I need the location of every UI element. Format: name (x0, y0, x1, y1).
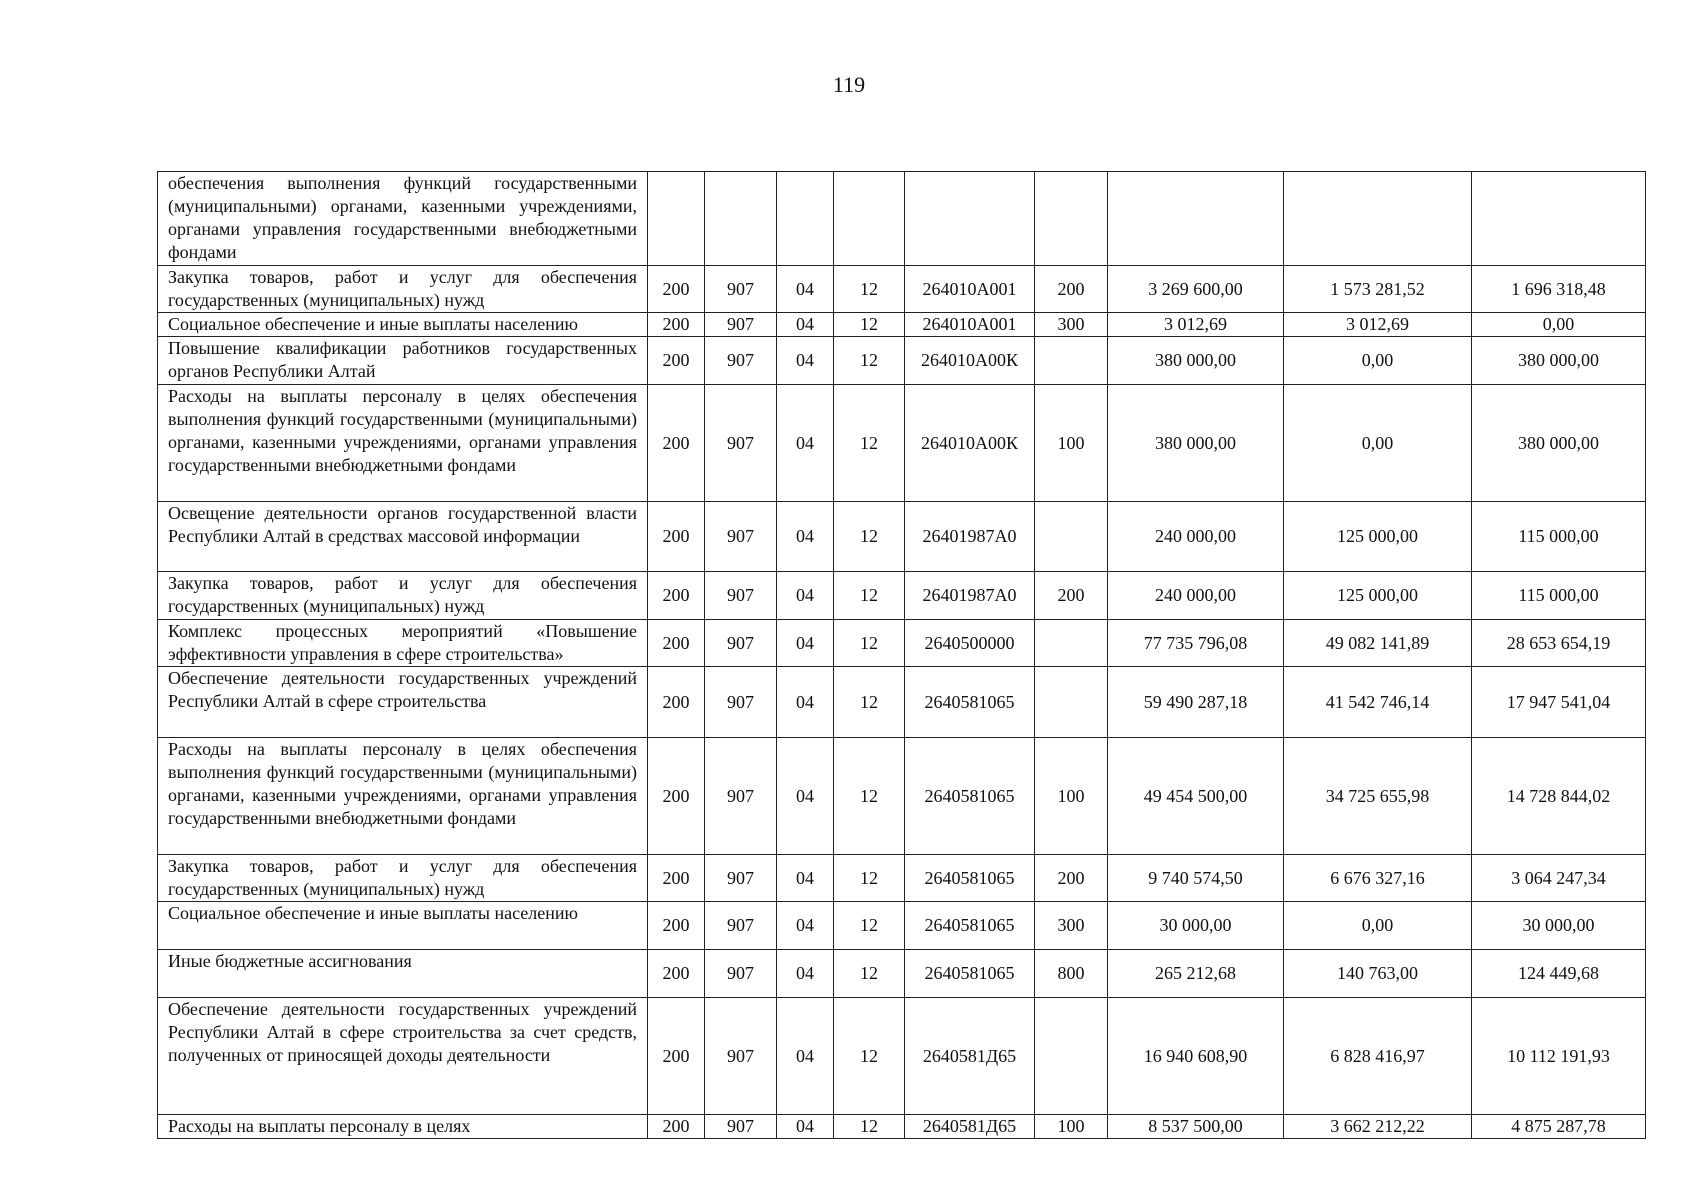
row-name: Социальное обеспечение и иные выплаты населению (158, 313, 648, 337)
cell-c2: 907 (705, 902, 777, 950)
table-row (158, 266, 1646, 313)
cell-amount-1: 16 940 608,90 (1108, 998, 1284, 1115)
cell-amount-1: 3 012,69 (1108, 313, 1284, 337)
cell-expense-type (1035, 667, 1108, 738)
cell-c1: 200 (648, 738, 705, 855)
cell-c3 (777, 172, 834, 266)
cell-amount-2: 0,00 (1284, 902, 1472, 950)
cell-c3: 04 (777, 502, 834, 572)
table-row (158, 502, 1646, 572)
cell-c2: 907 (705, 266, 777, 313)
row-name: Повышение квалификации работников государственных органов Республики Алтай (158, 337, 648, 385)
cell-c4: 12 (834, 855, 905, 902)
cell-c4: 12 (834, 620, 905, 667)
table-row (158, 855, 1646, 902)
cell-expense-type: 100 (1035, 738, 1108, 855)
cell-c2: 907 (705, 313, 777, 337)
cell-amount-3: 115 000,00 (1472, 572, 1646, 620)
table-row (158, 667, 1646, 738)
cell-c1: 200 (648, 385, 705, 502)
cell-target-code: 26401987А0 (905, 572, 1035, 620)
cell-target-code: 2640581065 (905, 902, 1035, 950)
cell-amount-2: 34 725 655,98 (1284, 738, 1472, 855)
cell-c4: 12 (834, 266, 905, 313)
cell-c3: 04 (777, 1115, 834, 1139)
table-row (158, 385, 1646, 502)
cell-expense-type: 200 (1035, 855, 1108, 902)
cell-c3: 04 (777, 313, 834, 337)
cell-c2: 907 (705, 738, 777, 855)
cell-c4: 12 (834, 502, 905, 572)
cell-target-code: 264010А00К (905, 337, 1035, 385)
cell-c3: 04 (777, 337, 834, 385)
cell-amount-2: 49 082 141,89 (1284, 620, 1472, 667)
cell-amount-2: 140 763,00 (1284, 950, 1472, 998)
cell-amount-1: 240 000,00 (1108, 572, 1284, 620)
row-name: Социальное обеспечение и иные выплаты населению (158, 902, 648, 950)
cell-amount-1: 8 537 500,00 (1108, 1115, 1284, 1139)
cell-amount-1: 265 212,68 (1108, 950, 1284, 998)
cell-c4: 12 (834, 572, 905, 620)
table-row (158, 738, 1646, 855)
cell-expense-type (1035, 172, 1108, 266)
cell-c2: 907 (705, 572, 777, 620)
cell-amount-3: 4 875 287,78 (1472, 1115, 1646, 1139)
cell-expense-type (1035, 620, 1108, 667)
cell-c2: 907 (705, 1115, 777, 1139)
cell-target-code: 264010А001 (905, 266, 1035, 313)
cell-amount-2: 0,00 (1284, 385, 1472, 502)
cell-amount-2: 0,00 (1284, 337, 1472, 385)
row-name: Освещение деятельности органов государственной власти Республики Алтай в средствах массовой информации (158, 502, 648, 572)
cell-amount-2: 3 662 212,22 (1284, 1115, 1472, 1139)
cell-target-code: 2640581Д65 (905, 998, 1035, 1115)
cell-c1: 200 (648, 667, 705, 738)
cell-c4: 12 (834, 1115, 905, 1139)
cell-c2: 907 (705, 855, 777, 902)
cell-c1: 200 (648, 950, 705, 998)
cell-c2 (705, 172, 777, 266)
cell-expense-type: 300 (1035, 313, 1108, 337)
cell-amount-3: 1 696 318,48 (1472, 266, 1646, 313)
cell-amount-2: 41 542 746,14 (1284, 667, 1472, 738)
cell-amount-1: 9 740 574,50 (1108, 855, 1284, 902)
cell-c2: 907 (705, 950, 777, 998)
cell-amount-1: 380 000,00 (1108, 337, 1284, 385)
cell-c3: 04 (777, 998, 834, 1115)
table-row (158, 1115, 1646, 1139)
cell-c1: 200 (648, 266, 705, 313)
cell-c1: 200 (648, 502, 705, 572)
cell-amount-3: 17 947 541,04 (1472, 667, 1646, 738)
cell-c2: 907 (705, 502, 777, 572)
cell-target-code: 264010А001 (905, 313, 1035, 337)
cell-c3: 04 (777, 266, 834, 313)
cell-target-code: 264010А00К (905, 385, 1035, 502)
cell-c3: 04 (777, 950, 834, 998)
cell-c4: 12 (834, 667, 905, 738)
row-name: обеспечения выполнения функций государственными (муниципальными) органами, казенными учреждениями, органами управления государственными внебюджетными фондами (158, 172, 648, 266)
cell-amount-2: 1 573 281,52 (1284, 266, 1472, 313)
cell-target-code: 2640500000 (905, 620, 1035, 667)
cell-c1: 200 (648, 337, 705, 385)
cell-expense-type: 200 (1035, 572, 1108, 620)
table-row (158, 902, 1646, 950)
cell-c3: 04 (777, 620, 834, 667)
cell-c3: 04 (777, 667, 834, 738)
table-row (158, 620, 1646, 667)
cell-amount-1: 30 000,00 (1108, 902, 1284, 950)
table-row (158, 572, 1646, 620)
cell-c4: 12 (834, 738, 905, 855)
cell-expense-type: 100 (1035, 385, 1108, 502)
cell-c4: 12 (834, 902, 905, 950)
table-row (158, 337, 1646, 385)
cell-expense-type (1035, 502, 1108, 572)
cell-amount-2: 3 012,69 (1284, 313, 1472, 337)
cell-amount-3: 380 000,00 (1472, 385, 1646, 502)
cell-c1: 200 (648, 313, 705, 337)
cell-amount-3: 0,00 (1472, 313, 1646, 337)
cell-expense-type: 200 (1035, 266, 1108, 313)
cell-expense-type (1035, 998, 1108, 1115)
cell-target-code: 2640581065 (905, 855, 1035, 902)
cell-amount-1: 380 000,00 (1108, 385, 1284, 502)
table-row (158, 172, 1646, 266)
cell-c4: 12 (834, 337, 905, 385)
cell-c2: 907 (705, 385, 777, 502)
cell-c1 (648, 172, 705, 266)
row-name: Закупка товаров, работ и услуг для обеспечения государственных (муниципальных) нужд (158, 855, 648, 902)
cell-amount-2: 125 000,00 (1284, 572, 1472, 620)
table-body (158, 172, 1646, 1139)
cell-c2: 907 (705, 667, 777, 738)
cell-c2: 907 (705, 998, 777, 1115)
cell-amount-1: 3 269 600,00 (1108, 266, 1284, 313)
cell-amount-3: 124 449,68 (1472, 950, 1646, 998)
cell-c4 (834, 172, 905, 266)
page-number: 119 (832, 72, 866, 97)
cell-amount-3: 14 728 844,02 (1472, 738, 1646, 855)
cell-amount-1 (1108, 172, 1284, 266)
cell-c1: 200 (648, 855, 705, 902)
cell-amount-2: 125 000,00 (1284, 502, 1472, 572)
cell-c4: 12 (834, 950, 905, 998)
cell-c2: 907 (705, 337, 777, 385)
cell-amount-3: 28 653 654,19 (1472, 620, 1646, 667)
row-name: Закупка товаров, работ и услуг для обеспечения государственных (муниципальных) нужд (158, 572, 648, 620)
budget-table (157, 171, 1646, 1139)
row-name: Расходы на выплаты персоналу в целях обеспечения выполнения функций государственными (муниципальными) органами, казенными учреждениями, органами управления государственными внебюджетными фондами (158, 385, 648, 502)
cell-amount-2 (1284, 172, 1472, 266)
cell-target-code: 2640581Д65 (905, 1115, 1035, 1139)
cell-c1: 200 (648, 620, 705, 667)
row-name: Расходы на выплаты персоналу в целях (158, 1115, 648, 1139)
cell-amount-1: 59 490 287,18 (1108, 667, 1284, 738)
cell-amount-3: 3 064 247,34 (1472, 855, 1646, 902)
cell-target-code: 2640581065 (905, 667, 1035, 738)
cell-c4: 12 (834, 998, 905, 1115)
cell-amount-2: 6 676 327,16 (1284, 855, 1472, 902)
table-row (158, 998, 1646, 1115)
cell-c4: 12 (834, 313, 905, 337)
row-name: Иные бюджетные ассигнования (158, 950, 648, 998)
cell-c1: 200 (648, 1115, 705, 1139)
cell-c3: 04 (777, 385, 834, 502)
cell-c3: 04 (777, 902, 834, 950)
cell-amount-3: 10 112 191,93 (1472, 998, 1646, 1115)
cell-c1: 200 (648, 902, 705, 950)
cell-c4: 12 (834, 385, 905, 502)
row-name: Комплекс процессных мероприятий «Повышение эффективности управления в сфере строительства» (158, 620, 648, 667)
cell-expense-type: 100 (1035, 1115, 1108, 1139)
cell-c3: 04 (777, 572, 834, 620)
table-row (158, 950, 1646, 998)
row-name: Закупка товаров, работ и услуг для обеспечения государственных (муниципальных) нужд (158, 266, 648, 313)
row-name: Обеспечение деятельности государственных учреждений Республики Алтай в сфере строительства за счет средств, полученных от приносящей доходы деятельности (158, 998, 648, 1115)
cell-c2: 907 (705, 620, 777, 667)
cell-target-code: 2640581065 (905, 738, 1035, 855)
cell-expense-type: 300 (1035, 902, 1108, 950)
cell-amount-3: 380 000,00 (1472, 337, 1646, 385)
table-row (158, 313, 1646, 337)
cell-c3: 04 (777, 855, 834, 902)
cell-c1: 200 (648, 998, 705, 1115)
cell-amount-3: 30 000,00 (1472, 902, 1646, 950)
row-name: Обеспечение деятельности государственных учреждений Республики Алтай в сфере строительства (158, 667, 648, 738)
cell-expense-type: 800 (1035, 950, 1108, 998)
cell-target-code: 26401987А0 (905, 502, 1035, 572)
cell-amount-1: 49 454 500,00 (1108, 738, 1284, 855)
cell-amount-2: 6 828 416,97 (1284, 998, 1472, 1115)
cell-c1: 200 (648, 572, 705, 620)
row-name: Расходы на выплаты персоналу в целях обеспечения выполнения функций государственными (муниципальными) органами, казенными учреждениями, органами управления государственными внебюджетными фондами (158, 738, 648, 855)
cell-c3: 04 (777, 738, 834, 855)
cell-amount-3: 115 000,00 (1472, 502, 1646, 572)
cell-expense-type (1035, 337, 1108, 385)
cell-target-code (905, 172, 1035, 266)
cell-amount-1: 77 735 796,08 (1108, 620, 1284, 667)
cell-target-code: 2640581065 (905, 950, 1035, 998)
cell-amount-3 (1472, 172, 1646, 266)
cell-amount-1: 240 000,00 (1108, 502, 1284, 572)
